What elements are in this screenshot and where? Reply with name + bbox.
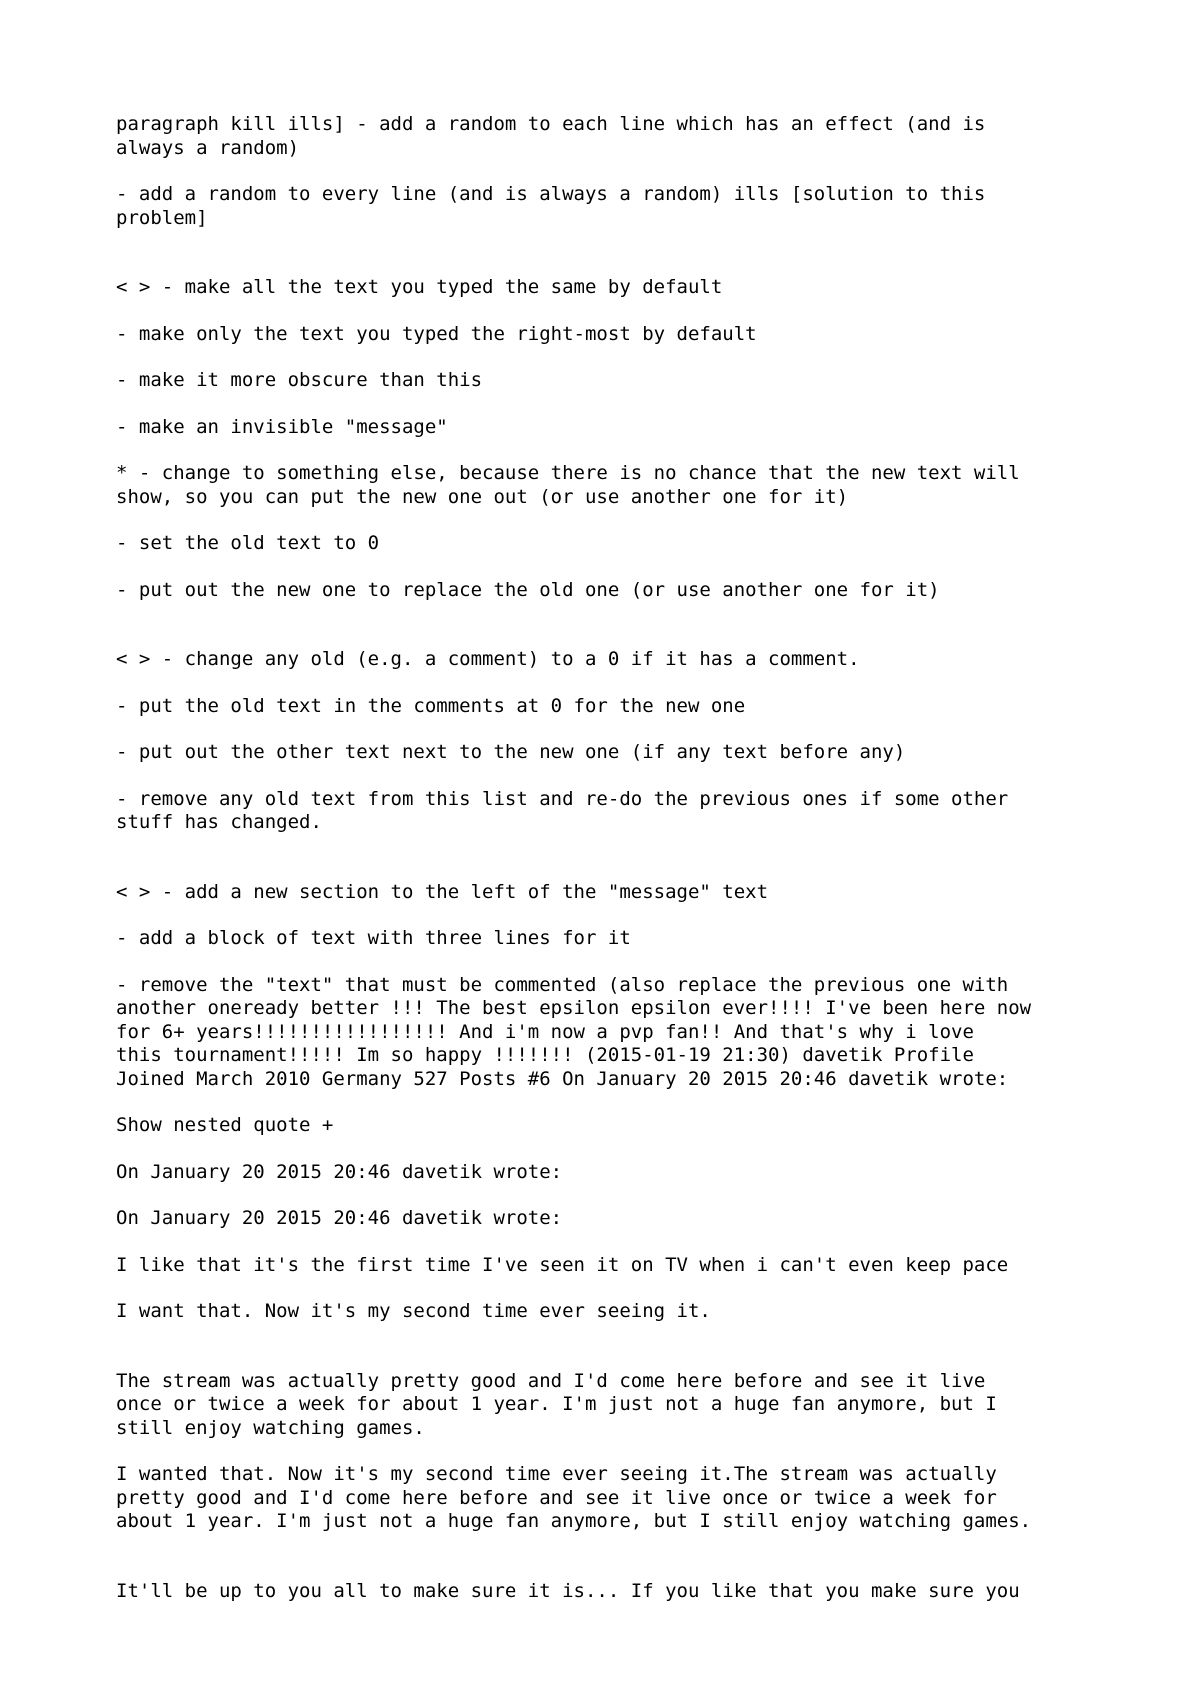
paragraph: - add a random to every line (and is always a random) ills [solution to this problem] bbox=[116, 183, 986, 229]
paragraph: I like that it's the first time I've seen it on TV when i can't even keep pace bbox=[116, 1253, 1009, 1276]
paragraph: - set the old text to 0 bbox=[116, 532, 380, 554]
paragraph: - make it more obscure than this bbox=[116, 369, 483, 391]
quote-attribution: On January 20 2015 20:46 davetik wrote: bbox=[116, 1207, 563, 1229]
paragraph: * - change to something else, because there is no chance that the new text will show, so you can put the new one out (or use another one for it) bbox=[116, 462, 1020, 508]
paragraph: < > - change any old (e.g. a comment) to a 0 if it has a comment. bbox=[116, 648, 860, 670]
paragraph: - put the old text in the comments at 0 for the new one bbox=[116, 694, 746, 717]
paragraph: - make an invisible "message" bbox=[116, 415, 448, 438]
paragraph: paragraph kill ills] - add a random to each line which has an effect (and is always a random) bbox=[116, 113, 986, 159]
document-page bbox=[116, 113, 1116, 1626]
quote-attribution: On January 20 2015 20:46 davetik wrote: bbox=[116, 1160, 563, 1183]
paragraph: - put out the new one to replace the old one (or use another one for it) bbox=[116, 578, 940, 601]
paragraph: < > - add a new section to the left of the "message" text bbox=[116, 880, 769, 903]
paragraph: - add a block of text with three lines for it bbox=[116, 927, 631, 949]
paragraph: It'll be up to you all to make sure it is... If you like that you make sure you bbox=[116, 1579, 1020, 1602]
paragraph: I wanted that. Now it's my second time ever seeing it.The stream was actually pretty good and I'd come here before and see it live once or twice a week for about 1 year. I'm just not a huge fan anymore, but I still enjoy watching games. bbox=[116, 1463, 1032, 1532]
paragraph: I want that. Now it's my second time ever seeing it. bbox=[116, 1300, 711, 1322]
paragraph: - put out the other text next to the new one (if any text before any) bbox=[116, 741, 906, 763]
paragraph: < > - make all the text you typed the same by default bbox=[116, 276, 723, 298]
paragraph: - remove any old text from this list and re-do the previous ones if some other stuff has changed. bbox=[116, 787, 1009, 833]
paragraph: - make only the text you typed the right-most by default bbox=[116, 322, 757, 345]
paragraph: The stream was actually pretty good and I'd come here before and see it live once or twice a week for about 1 year. I'm just not a huge fan anymore, but I still enjoy watching games. bbox=[116, 1369, 997, 1439]
nested-quote-toggle: Show nested quote + bbox=[116, 1114, 334, 1136]
paragraph: - remove the "text" that must be commented (also replace the previous one with another oneready better !!! The best epsilon epsilon ever!!!! I've been here now for 6+ years!!!!!!!!!!!!!!!!! And i'm now a pvp fan!! And that's why i love this tournament!!!!! Im so happy !!!!!!! (2015-01-19 21:30) davetik Profile Joined March 2010 Germany 527 Posts #6 On January 20 2015 20:46 davetik wrote: bbox=[116, 973, 1032, 1090]
